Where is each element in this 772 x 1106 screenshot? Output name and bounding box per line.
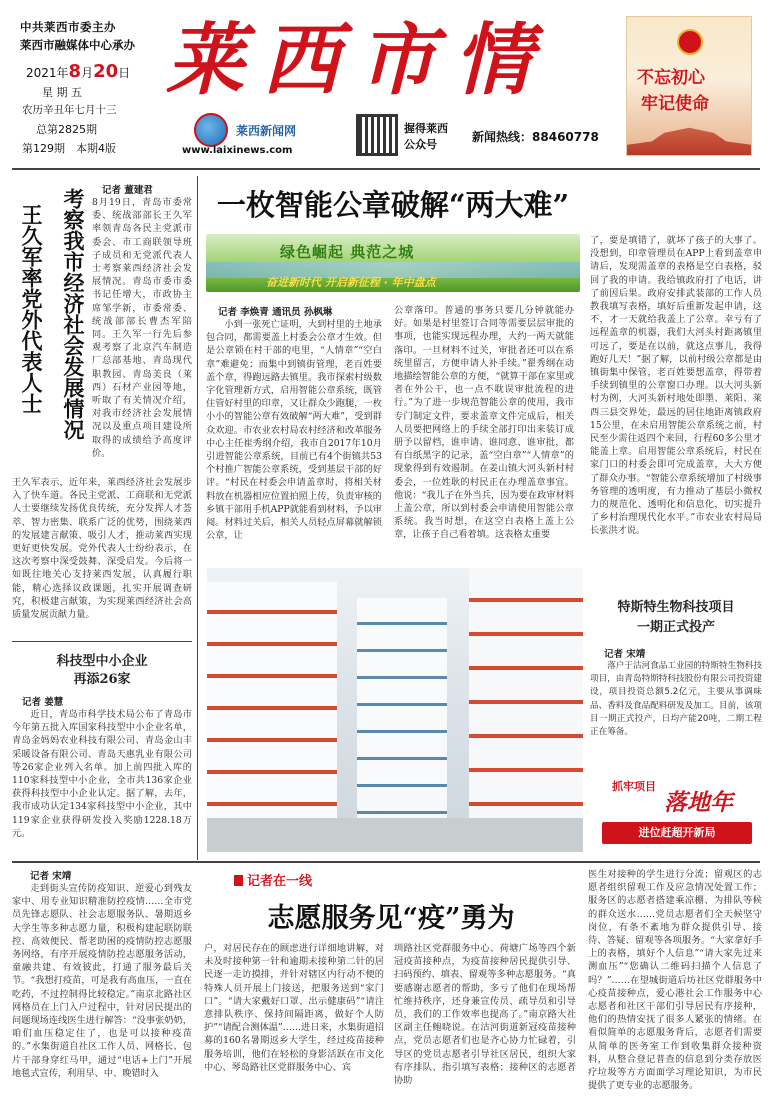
left-article-byline: 记者 董建君 <box>102 185 153 196</box>
newspaper-title: 莱西市情 <box>166 15 551 106</box>
weekday: 星 期 五 <box>42 86 82 99</box>
rack-right <box>469 568 583 852</box>
date-month: 8 <box>68 61 82 82</box>
rack-center <box>357 598 447 828</box>
bottom-col-4: 医生对接种的学生进行分流；留观区的志愿者组织留观工作及应急情况处置工作；服务区的志愿者搭建乘凉棚、为排队等候的群众送水……党员志愿者们全天候坚守岗位，有条不紊地为群众提供引导、接待、答疑、留观等各项服务。“大家拿好手上的表格，填好个人信息”“请大家先过来测血压”“您确认二维码扫描个人信息了吗？”……在望城街道后坊社区党群服务中心疫苗接种点，爱心港社会工作服务中心志愿者和社区干部们引导居民有序接种，他们的热情安抚了很多人紧张的情绪。在看似简单的志愿服务背后，志愿者们需要从简单的医务室工作到收集群众接种资料，从整合登记普查的信息到分类存放医疗垃圾等方方面面学习理论知识，为市民提供了更专业的志愿服务。 <box>588 869 762 1092</box>
badge-bottom: 进位赶超开新局 <box>602 822 752 844</box>
lead-col-1: 小到一张死亡证明，大到村里的土地承包合同，都需要盖上村委会公章才生效。但是公章锁在村干部的电里，“人情章”“空白章”难避免；而集中到镇街管理，老百姓要盖个章，得跑远路去镇里。我市探索村级数字化管理新方式，启用智能公章系统，既管住管好村里的印章，又让群众少跑腿，一枚小小的智能公章有效破解“两大难”，受到群众欢迎。市农业农村局农村经济和改革服务中心主任崔秀纲介绍，我市自2017年10月引进智能公章系统，目前已有4个街镇共53个村推广智能公章系统，受到基层干部的好评。“村民在村委会申请盖章时，将相关材料放在机器相应位置拍照上传，负责审核的乡镇干部用手机APP就能看到材料，予以审阅。材料过关后，相关人员轻点屏幕就解锁公章，让 <box>206 319 382 542</box>
hotline-label: 新闻热线： <box>472 130 533 144</box>
page-count: 本期4版 <box>76 142 116 155</box>
masthead-divider <box>12 168 760 170</box>
news-site-logo <box>182 113 352 157</box>
qr-caption-2: 公众号 <box>404 138 437 151</box>
left-article-body-narrow: 8月19日，青岛市委常委、统战部部长王久军率领青岛各民主党派市委会、市工商联领导班子成员和无党派代表人士考察莱西经济社会发展情况。青岛市委市委书记任增大，市政协主席邹学新，市委常委、统战部部长曹杰军陪同。王久军一行先后参观考察了北京汽车制造厂总部基地、青岛现代职教园、青岛美良（莱西）石材产业园等地，听取了有关情况介绍，对我市经济社会发展情况以及重点项目建设所取得的成绩给予高度评价。 <box>92 197 192 459</box>
floor <box>207 818 583 852</box>
banner-subtitle: 奋进新时代 开启新征程 · 年中盘点 <box>266 276 436 289</box>
left-article2-byline: 记者 姜慧 <box>22 697 64 708</box>
bottom-col-2: 户，对居民存在的顾虑进行详细地讲解，对未及时接种第一针和逾期未接种第二针的居民逐一走访摸排，并针对辖区内行动不便的特殊人员开展上门接送，把服务送到“家门口”。“请大家戴好口罩、出示健康码”“请注意排队秩序、保持间隔距离，做好个人防护”“请配合测体温”……进日来，水集街道招募的160名暑期返乡大学生，经过疫苗接种服务培训，他们在轻松的身影活跃在市文化中心、琴岛路社区党群服务中心、宾 <box>204 943 384 1073</box>
logo-url: www.laixinews.com <box>182 145 293 156</box>
lead-byline: 记者 李焕青 通讯员 孙枫琳 <box>218 307 333 318</box>
party-emblem-icon <box>677 29 703 55</box>
lead-headline: 一枚智能公章破解“两大难” <box>216 188 570 222</box>
date-day: 20 <box>93 61 119 82</box>
issue-number: 第129期 <box>22 142 65 155</box>
left-headline-1: 考察我市经济社会发展情况 <box>61 188 86 440</box>
left-article2-body: 近日，青岛市科学技术局公布了青岛市今年第五批入库国家科技型中小企业名单，青岛金妈妈农业科技有限公司、青岛金山丰采暖设备有限公司、青岛天惠乳业有限公司等26家企业列入名单。加上前四批入库的110家科技型中小企业，全市共136家企业获得科技型中小企业认定。据了解，去年，我市成功认定134家科技型中小企业，其中119家企业获得研发投入奖励1228.18万元。 <box>12 709 192 839</box>
badge-top: 抓牢项目 <box>612 780 656 793</box>
left-article2-headline-1: 科技型中小企业 <box>56 654 148 669</box>
lead-col-2: 公章落印。普通的事务只要几分钟就能办好。如果是村里签订合同等需要层层审批的事项，也能实现远程办理，大约一两天就能落印。一旦材料不过关，审批者还可以在系统里留言，方便申请人补手续。”翟秀纲在动地描绘智能公章的方便，“就算干部在家里或者在外公干，也一点不耽误审批流程的进行。”为了进一步规范智能公章的使用，我市专门制定文件，要求盖章文件完成后，相关人员要把网络上的手续全部打印出来装订成册予以留档，谁申请、谁同意、谁审批，都有白纸黑字的记录，盖“空白章”“人情章”的现象得到有效遏制。在姜山镇大河头新村村委会，一位姓耿的村民正在办理盖章事宜。他说：“我儿子在外当兵，因为要在政审材料上盖公章，所以到村委会申请使用智能公章系统。我当时想，在这空白表格上盖上公章，让孩子自己看着填。这表格太重要 <box>394 305 574 541</box>
green-banner <box>206 234 580 292</box>
warehouse-photo <box>207 568 583 852</box>
banner-title: 绿色崛起 典范之城 <box>280 243 415 261</box>
left-article2-headline-2: 再添26家 <box>73 672 131 687</box>
slogan-line-1: 不忘初心 <box>637 68 705 88</box>
left-article-body-wide: 王久军表示，近年来，莱西经济社会发展步入了快车道。各民主党派、工商联和无党派人士要继续发扬优良传统，充分发挥人才荟萃、智力密集、联系广泛的优势，围绕莱西的发展建言献策、吸引人才，推动莱西实现更好更快发展。党外代表人士纷纷表示，在这次考察中深受鼓舞、深受启发。今后将一如既往地关心支持莱西发展，认真履行职能，精心选择议政课题，扎实开展调查研究，积极建言献策，为实现莱西经济社会高质量发展贡献力量。 <box>12 477 192 621</box>
side-body: 落户于沽河食品工业园的特斯特生物科技项目，由青岛特斯特科技股份有限公司投资建设，项目投资总额5.2亿元，主要从事调味品、香料及食品配料研发及加工。目前，该项目一期正式投产，日均产能20吨，二期工程正在筹备。 <box>590 661 762 738</box>
bottom-col-3: 圳路社区党群服务中心、荷塘广场等四个新冠疫苗接种点，为疫苗接种居民提供引导、扫码预约、填表、留观等多种志愿服务。“真要感谢志愿者的帮助，多亏了他们在现场帮忙维持秩序，还身兼宣传员、疏导员和引导员，我们的工作效率也提高了。”南京路大社区副主任鲍晓说。在沽河街道新冠疫苗接种点，党员志愿者们也是齐心协力忙碌着，引导区的党员志愿者引导社区居民，组织大家有序排队、指引填写表格；接种区的志愿者协助 <box>394 943 576 1087</box>
slogan-box <box>626 16 752 156</box>
qr-code <box>356 114 398 156</box>
side-headline-1: 特斯特生物科技项目 <box>617 600 735 615</box>
total-issue: 总第2825期 <box>36 123 97 136</box>
lower-divider <box>12 861 760 863</box>
qr-caption-1: 握得莱西 <box>404 122 448 135</box>
side-byline: 记者 宋靖 <box>604 649 646 660</box>
date-day-unit: 日 <box>118 66 131 80</box>
masthead-org-line-2: 莱西市融媒体中心承办 <box>20 38 135 52</box>
date-month-unit: 月 <box>81 66 94 80</box>
side-headline-2: 一期正式投产 <box>636 620 715 635</box>
date-year: 2021年 <box>26 66 69 80</box>
hotline-number: 88460778 <box>532 130 599 144</box>
badge-big: 落地年 <box>664 789 733 816</box>
masthead-org-line-1: 中共莱西市委主办 <box>20 20 116 34</box>
rack-left <box>207 582 337 852</box>
left-divider-1 <box>12 641 192 642</box>
left-column-divider <box>197 176 198 860</box>
project-badge <box>594 778 760 854</box>
tiananmen-silhouette <box>627 121 751 155</box>
bottom-headline: 志愿服务见“疫”勇为 <box>267 903 515 934</box>
section-label-text: 记者在一线 <box>247 874 313 889</box>
globe-logo-icon <box>194 113 228 147</box>
lead-col-3: 了，要是填错了，就坏了孩子的大事了。没想到，印章管理员在APP上看到盖章申请后，发现需盖章的表格是空白表格，驳回了我的申请。我给镇政府打了电话，讲了前因后果。政府安排武装部的工作人员教我填写表格，填好后重新发起申请，这不，才一天就给我盖上了公章。幸亏有了远程盖章的机器，我们大河头村距离镇里可远了，要是在以前，就这点事儿，我得跑好几天！”据了解，以前村级公章都是由镇街集中保管，老百姓要想盖章，得带着手续到镇里的公章窗口办理。以大河头新村为例，大河头新村地处即墨、莱阳、莱西三县交界处，最远的居住地距离镇政府15公里，在未启用智能公章系统之前，村民至少需往返四个来回，行程60多公里才能盖上章。启用智能公章系统后，村民在家门口的村委会即可完成盖章，大大方便了群众办事。“智能公章系统增加了村级事务管理的透明度，有力推动了基层小微权力的规范化、透明化和信息化，切实提升了乡村治理现代化水平。”市农业农村局局长张洪才说。 <box>590 235 762 537</box>
issue-date <box>26 61 130 82</box>
lunar-date: 农历辛丑年七月十三 <box>22 104 117 116</box>
hotline <box>472 128 599 145</box>
slogan-line-2: 牢记使命 <box>641 94 709 114</box>
section-marker-icon <box>234 875 243 886</box>
bottom-col-1: 走到街头宣传防疫知识、逆爱心到残友家中、用专业知识精准防控疫情……全市党员先锋志愿队、社会志愿服务队、暑期返乡大学生等多种志愿力量，积极构建起联防联控、高效便民、帮老助困的疫情防控志愿服务网络，有序开展疫情防控志愿服务活动，童融共建、有效彼此，打通了服务最后关节。“我想打疫苗，可是我有高血压，一直在吃药，不过控制得比较稳定。”南京北路社区网格员在上门入户过程中，针对居民提出的问题现场连线医生进行解答：“没事张奶奶，咱们血压稳定住了，也是可以接种疫苗的。”水集街道自社区工作人员、网格长、包片干部身穿红马甲，通过“电话+上门”开展地毯式宣传，利用早、中、晚错时入 <box>12 883 192 1079</box>
left-headline-2: 王久军率党外代表人士 <box>19 204 44 414</box>
section-label <box>234 870 312 889</box>
bottom-byline: 记者 宋靖 <box>30 871 72 882</box>
logo-name: 莱西新闻网 <box>236 124 297 138</box>
